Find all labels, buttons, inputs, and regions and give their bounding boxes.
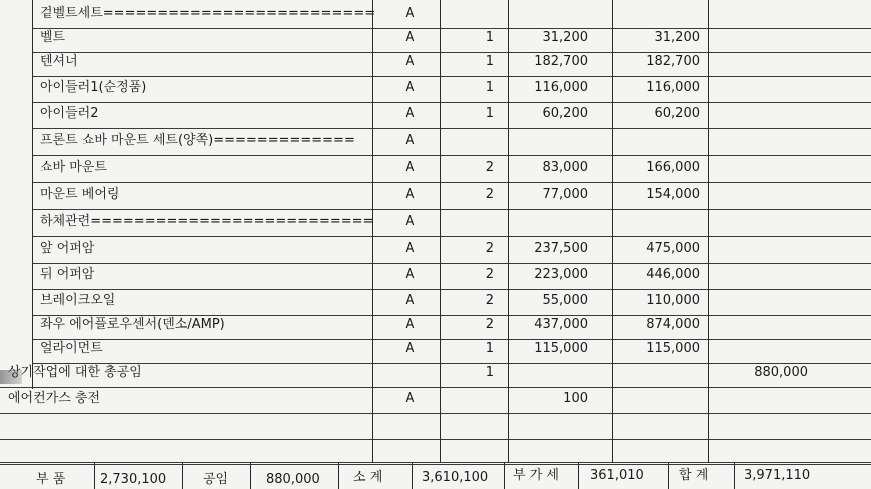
item-cell: 프론트 쇼바 마운트 세트(양쪽)============= — [40, 133, 355, 148]
qty-cell: 2 — [485, 187, 494, 202]
column-divider — [32, 0, 33, 389]
item-cell: 상기작업에 대한 총공임 — [8, 365, 142, 380]
row-divider — [0, 464, 871, 465]
footer-divider — [94, 462, 95, 489]
unit-price-cell: 116,000 — [534, 80, 588, 95]
amount-cell: 110,000 — [646, 293, 700, 308]
grade-cell: A — [405, 391, 415, 406]
qty-cell: 2 — [485, 317, 494, 332]
amount-cell: 475,000 — [646, 241, 700, 256]
item-cell: 얼라이먼트 — [40, 341, 103, 356]
item-cell: 아이들러1(순정품) — [40, 80, 147, 95]
qty-cell: 1 — [485, 54, 494, 69]
amount-cell: 60,200 — [654, 106, 700, 121]
footer-divider — [250, 462, 251, 489]
amount-cell: 182,700 — [646, 54, 700, 69]
item-cell: 벨트 — [40, 30, 66, 45]
vat-value: 361,010 — [590, 468, 644, 483]
amount-cell: 31,200 — [654, 30, 700, 45]
row-divider — [32, 102, 871, 103]
vat-label: 부 가 세 — [513, 468, 559, 483]
unit-price-cell: 237,500 — [534, 241, 588, 256]
subtotal-value: 3,610,100 — [422, 470, 489, 485]
qty-cell: 1 — [485, 341, 494, 356]
subtotal-label: 소 계 — [353, 470, 383, 485]
unit-price-cell: 182,700 — [534, 54, 588, 69]
item-cell: 쇼바 마운트 — [40, 160, 107, 175]
row-divider — [32, 128, 871, 129]
item-cell: 겉벨트세트========================= — [40, 6, 376, 21]
parts-value: 2,730,100 — [100, 472, 167, 487]
unit-price-cell: 223,000 — [534, 267, 588, 282]
total-value: 3,971,110 — [744, 468, 811, 483]
unit-price-cell: 55,000 — [542, 293, 588, 308]
unit-price-cell: 31,200 — [542, 30, 588, 45]
grade-cell: A — [405, 80, 415, 95]
amount-cell: 116,000 — [646, 80, 700, 95]
grade-cell: A — [405, 293, 415, 308]
row-divider — [0, 413, 871, 414]
grade-cell: A — [405, 341, 415, 356]
unit-price-cell: 83,000 — [542, 160, 588, 175]
column-divider — [708, 0, 709, 462]
footer-divider — [182, 462, 183, 489]
row-divider — [32, 76, 871, 77]
footer-divider — [734, 462, 735, 489]
unit-price-cell: 100 — [563, 391, 588, 406]
grade-cell: A — [405, 30, 415, 45]
unit-price-cell: 77,000 — [542, 187, 588, 202]
unit-price-cell: 437,000 — [534, 317, 588, 332]
labor-label: 공임 — [203, 472, 229, 487]
unit-price-cell: 60,200 — [542, 106, 588, 121]
grade-cell: A — [405, 241, 415, 256]
amount-cell: 874,000 — [646, 317, 700, 332]
grade-cell: A — [405, 317, 415, 332]
qty-cell: 1 — [485, 80, 494, 95]
grade-cell: A — [405, 54, 415, 69]
row-divider — [32, 155, 871, 156]
item-cell: 앞 어퍼암 — [40, 241, 95, 256]
labor-cell: 880,000 — [754, 365, 808, 380]
footer-divider — [338, 462, 339, 489]
footer-divider — [504, 462, 505, 489]
row-divider — [32, 209, 871, 210]
row-divider — [32, 289, 871, 290]
grade-cell: A — [405, 267, 415, 282]
row-divider — [32, 315, 871, 316]
qty-cell: 1 — [485, 30, 494, 45]
grade-cell: A — [405, 160, 415, 175]
row-divider — [32, 263, 871, 264]
amount-cell: 154,000 — [646, 187, 700, 202]
grade-cell: A — [405, 106, 415, 121]
item-cell: 마운트 베어링 — [40, 187, 120, 202]
item-cell: 아이들러2 — [40, 106, 99, 121]
unit-price-cell: 115,000 — [534, 341, 588, 356]
qty-cell: 1 — [485, 365, 494, 380]
row-divider — [32, 236, 871, 237]
footer-divider — [578, 462, 579, 489]
item-cell: 뒤 어퍼암 — [40, 267, 95, 282]
column-divider — [440, 0, 441, 462]
parts-label: 부 품 — [36, 472, 66, 487]
item-cell: 하체관련========================== — [40, 214, 374, 229]
item-cell: 브레이크오일 — [40, 293, 116, 308]
item-cell: 텐셔너 — [40, 54, 78, 69]
footer-top-border — [0, 462, 871, 463]
grade-cell: A — [405, 214, 415, 229]
labor-value: 880,000 — [266, 472, 320, 487]
amount-cell: 446,000 — [646, 267, 700, 282]
row-divider — [32, 363, 871, 364]
qty-cell: 2 — [485, 241, 494, 256]
item-cell: 좌우 에어플로우센서(덴소/AMP) — [40, 317, 225, 332]
qty-cell: 1 — [485, 106, 494, 121]
grade-cell: A — [405, 6, 415, 21]
qty-cell: 2 — [485, 160, 494, 175]
amount-cell: 115,000 — [646, 341, 700, 356]
item-cell: 에어컨가스 충전 — [8, 391, 101, 406]
row-divider — [32, 182, 871, 183]
row-divider — [32, 28, 871, 29]
row-divider — [32, 339, 871, 340]
footer-divider — [668, 462, 669, 489]
column-divider — [372, 0, 373, 462]
row-divider — [32, 52, 871, 53]
qty-cell: 2 — [485, 267, 494, 282]
row-divider — [0, 387, 871, 388]
amount-cell: 166,000 — [646, 160, 700, 175]
qty-cell: 2 — [485, 293, 494, 308]
row-divider — [0, 439, 871, 440]
footer-divider — [412, 462, 413, 489]
grade-cell: A — [405, 187, 415, 202]
grade-cell: A — [405, 133, 415, 148]
total-label: 합 계 — [679, 468, 709, 483]
